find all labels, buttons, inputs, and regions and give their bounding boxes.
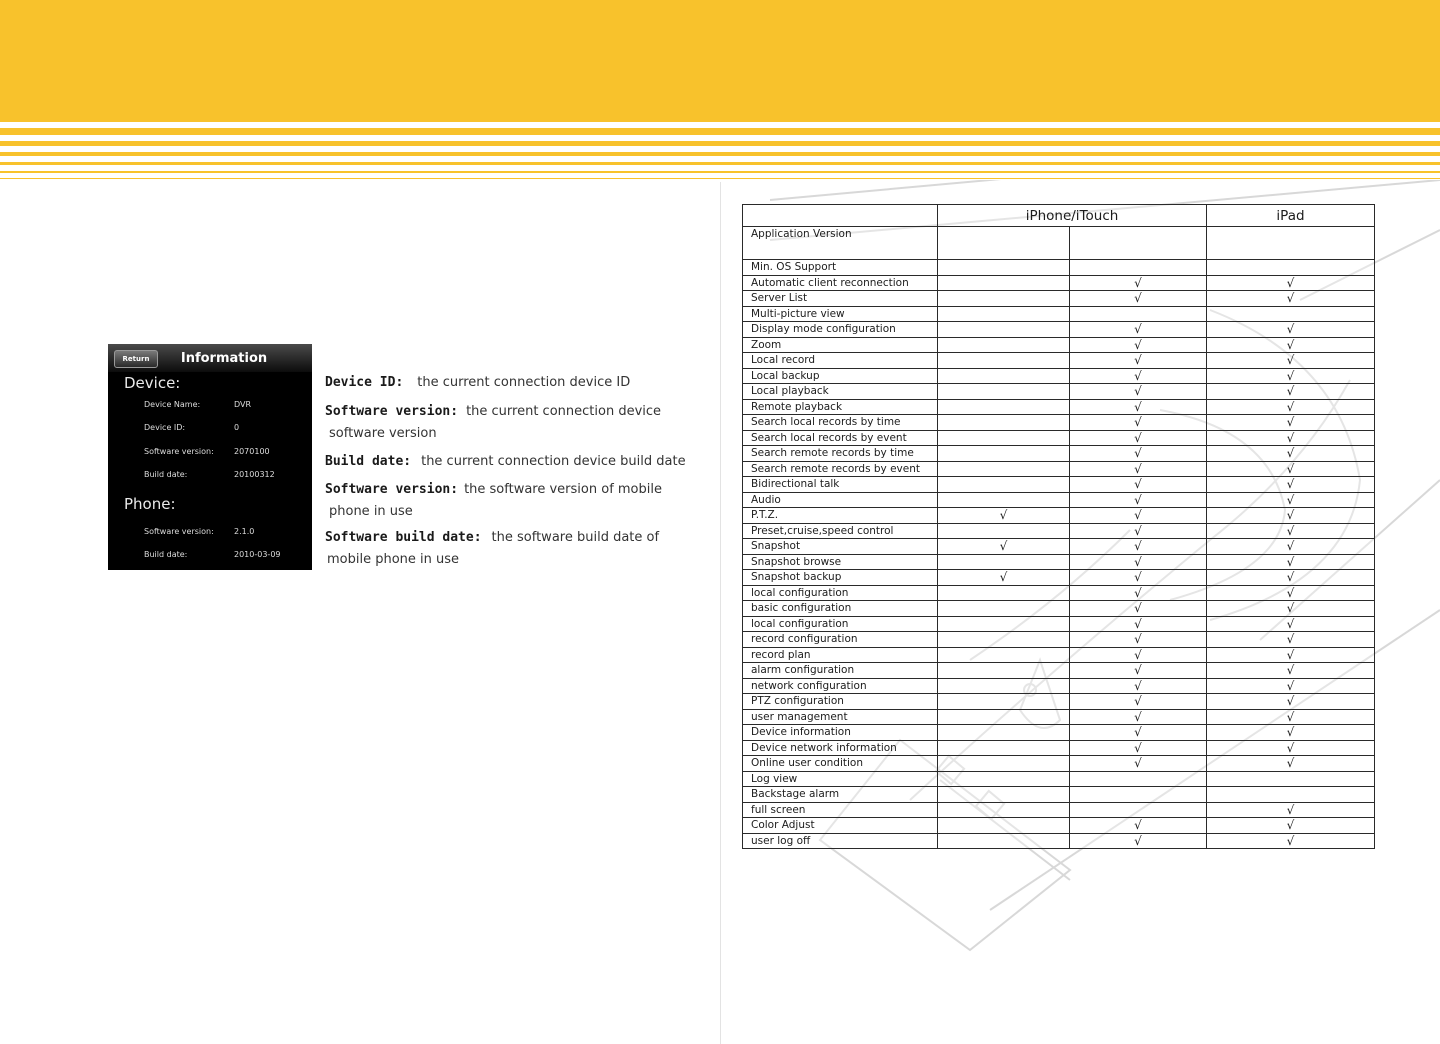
phone-section-heading: Phone:	[124, 495, 176, 513]
table-body	[743, 227, 1375, 849]
support-mark-cell	[938, 523, 1070, 539]
support-mark-cell: √	[1070, 756, 1207, 772]
description-device-software-version	[325, 401, 661, 445]
support-mark-cell: √	[1207, 461, 1375, 477]
support-mark-cell	[938, 399, 1070, 415]
table-row	[743, 508, 1375, 524]
feature-name-cell: record plan	[743, 647, 938, 663]
support-mark-cell: √	[1207, 756, 1375, 772]
feature-name-cell: record configuration	[743, 632, 938, 648]
support-mark-cell	[1207, 227, 1375, 260]
support-mark-cell: √	[1207, 508, 1375, 524]
description-device-id	[325, 372, 630, 394]
description-text: the software version of mobile	[464, 482, 662, 497]
support-mark-cell: √	[1207, 337, 1375, 353]
table-row	[743, 833, 1375, 849]
support-mark-cell: √	[1207, 523, 1375, 539]
device-software-version-label: Software version:	[144, 447, 214, 456]
description-key: Software version:	[325, 482, 459, 497]
support-mark-cell	[938, 833, 1070, 849]
table-row	[743, 678, 1375, 694]
support-mark-cell	[1070, 802, 1207, 818]
support-mark-cell	[1070, 771, 1207, 787]
column-divider	[720, 182, 721, 1044]
support-mark-cell: √	[1207, 632, 1375, 648]
support-mark-cell	[938, 678, 1070, 694]
table-row	[743, 616, 1375, 632]
feature-name-cell: Display mode configuration	[743, 322, 938, 338]
support-mark-cell: √	[1207, 709, 1375, 725]
description-key: Software build date:	[325, 530, 482, 545]
support-mark-cell: √	[1207, 539, 1375, 555]
support-mark-cell	[938, 227, 1070, 260]
description-key: Build date:	[325, 454, 412, 469]
support-mark-cell	[1207, 306, 1375, 322]
table-row	[743, 632, 1375, 648]
support-mark-cell: √	[1070, 353, 1207, 369]
support-mark-cell	[938, 337, 1070, 353]
description-text: phone in use	[329, 504, 413, 519]
support-mark-cell: √	[1207, 585, 1375, 601]
support-mark-cell: √	[938, 539, 1070, 555]
support-mark-cell: √	[1207, 322, 1375, 338]
support-mark-cell: √	[1070, 384, 1207, 400]
table-row	[743, 477, 1375, 493]
table-row	[743, 399, 1375, 415]
support-mark-cell	[938, 291, 1070, 307]
support-mark-cell: √	[1070, 570, 1207, 586]
table-row	[743, 539, 1375, 555]
support-mark-cell	[938, 477, 1070, 493]
support-mark-cell: √	[1207, 492, 1375, 508]
feature-name-cell: alarm configuration	[743, 663, 938, 679]
description-text: the current connection device	[466, 404, 662, 419]
support-mark-cell	[938, 353, 1070, 369]
table-row	[743, 709, 1375, 725]
support-mark-cell: √	[1070, 632, 1207, 648]
support-mark-cell: √	[1207, 353, 1375, 369]
description-text: mobile phone in use	[327, 552, 460, 567]
feature-name-cell: PTZ configuration	[743, 694, 938, 710]
feature-name-cell: local configuration	[743, 616, 938, 632]
phone-build-date-value: 2010-03-09	[234, 550, 281, 559]
table-row	[743, 818, 1375, 834]
table-row	[743, 647, 1375, 663]
support-mark-cell: √	[1070, 291, 1207, 307]
feature-name-cell: Device information	[743, 725, 938, 741]
table-row	[743, 461, 1375, 477]
device-name-value: DVR	[234, 400, 252, 409]
return-button[interactable]: Return	[114, 350, 158, 368]
table-row	[743, 523, 1375, 539]
support-mark-cell	[938, 446, 1070, 462]
table-header-ipad: iPad	[1207, 205, 1375, 227]
support-mark-cell: √	[1070, 725, 1207, 741]
support-mark-cell	[938, 616, 1070, 632]
support-mark-cell: √	[1207, 694, 1375, 710]
description-key: Software version:	[325, 404, 459, 419]
support-mark-cell	[938, 787, 1070, 803]
table-row	[743, 492, 1375, 508]
support-mark-cell: √	[1207, 616, 1375, 632]
feature-name-cell: Snapshot	[743, 539, 938, 555]
support-mark-cell	[1070, 260, 1207, 276]
support-mark-cell: √	[1070, 337, 1207, 353]
support-mark-cell	[1207, 260, 1375, 276]
support-mark-cell: √	[1070, 508, 1207, 524]
support-mark-cell: √	[1070, 461, 1207, 477]
support-mark-cell	[938, 771, 1070, 787]
support-mark-cell	[938, 554, 1070, 570]
support-mark-cell: √	[1070, 368, 1207, 384]
feature-name-cell: Preset,cruise,speed control	[743, 523, 938, 539]
feature-name-cell: Search remote records by time	[743, 446, 938, 462]
support-mark-cell	[938, 368, 1070, 384]
support-mark-cell: √	[1070, 678, 1207, 694]
support-mark-cell	[938, 461, 1070, 477]
phone-title-bar	[108, 344, 312, 372]
feature-name-cell: Application Version	[743, 227, 938, 260]
feature-name-cell: Local record	[743, 353, 938, 369]
support-mark-cell: √	[1207, 647, 1375, 663]
support-mark-cell: √	[1070, 415, 1207, 431]
device-build-date-label: Build date:	[144, 470, 188, 479]
support-mark-cell	[938, 725, 1070, 741]
description-phone-software-version	[325, 479, 662, 523]
feature-name-cell: Online user condition	[743, 756, 938, 772]
support-mark-cell: √	[1070, 446, 1207, 462]
table-header-blank	[743, 205, 938, 227]
phone-software-version-label: Software version:	[144, 527, 214, 536]
device-build-date-value: 20100312	[234, 470, 275, 479]
table-row	[743, 725, 1375, 741]
support-mark-cell: √	[1207, 430, 1375, 446]
table-row	[743, 415, 1375, 431]
support-mark-cell	[1207, 771, 1375, 787]
feature-name-cell: full screen	[743, 802, 938, 818]
support-mark-cell: √	[1070, 709, 1207, 725]
support-mark-cell	[938, 585, 1070, 601]
support-mark-cell: √	[1070, 818, 1207, 834]
description-text: the software build date of	[491, 530, 660, 545]
support-mark-cell	[1207, 787, 1375, 803]
support-mark-cell: √	[1207, 554, 1375, 570]
support-mark-cell: √	[1207, 818, 1375, 834]
support-mark-cell: √	[1207, 725, 1375, 741]
support-mark-cell: √	[1070, 539, 1207, 555]
support-mark-cell: √	[1207, 570, 1375, 586]
feature-name-cell: local configuration	[743, 585, 938, 601]
feature-name-cell: Search remote records by event	[743, 461, 938, 477]
description-text: the current connection device build date	[421, 454, 686, 469]
feature-name-cell: Automatic client reconnection	[743, 275, 938, 291]
support-mark-cell: √	[1207, 368, 1375, 384]
support-mark-cell	[938, 694, 1070, 710]
feature-name-cell: Multi-picture view	[743, 306, 938, 322]
support-mark-cell: √	[1070, 663, 1207, 679]
description-text: the current connection device ID	[417, 375, 631, 390]
feature-name-cell: Min. OS Support	[743, 260, 938, 276]
table-header-iphone-itouch: iPhone/iTouch	[938, 205, 1207, 227]
support-mark-cell	[938, 415, 1070, 431]
support-mark-cell: √	[1070, 554, 1207, 570]
support-mark-cell	[938, 663, 1070, 679]
feature-name-cell: Local backup	[743, 368, 938, 384]
support-mark-cell	[938, 632, 1070, 648]
description-phone-build-date	[325, 527, 659, 571]
feature-name-cell: Snapshot browse	[743, 554, 938, 570]
support-mark-cell: √	[1070, 833, 1207, 849]
table-row	[743, 585, 1375, 601]
support-mark-cell	[938, 818, 1070, 834]
table-row	[743, 322, 1375, 338]
support-mark-cell: √	[1070, 477, 1207, 493]
feature-name-cell: user log off	[743, 833, 938, 849]
support-mark-cell	[1070, 306, 1207, 322]
support-mark-cell: √	[1207, 384, 1375, 400]
device-id-label: Device ID:	[144, 423, 186, 432]
support-mark-cell	[938, 647, 1070, 663]
support-mark-cell	[938, 430, 1070, 446]
support-mark-cell: √	[1207, 833, 1375, 849]
phone-screen-title: Information	[180, 351, 268, 366]
support-mark-cell: √	[1207, 399, 1375, 415]
table-row	[743, 430, 1375, 446]
table-row	[743, 306, 1375, 322]
table-row	[743, 756, 1375, 772]
support-mark-cell: √	[1070, 740, 1207, 756]
table-row	[743, 570, 1375, 586]
table-row	[743, 275, 1375, 291]
table-row	[743, 446, 1375, 462]
support-mark-cell: √	[1207, 663, 1375, 679]
device-id-value: 0	[234, 423, 240, 432]
support-mark-cell	[938, 756, 1070, 772]
support-mark-cell: √	[1070, 601, 1207, 617]
device-software-version-value: 2070100	[234, 447, 270, 456]
support-mark-cell: √	[1070, 694, 1207, 710]
support-mark-cell	[938, 709, 1070, 725]
support-mark-cell: √	[1070, 585, 1207, 601]
support-mark-cell: √	[1070, 275, 1207, 291]
feature-name-cell: Local playback	[743, 384, 938, 400]
device-section-heading: Device:	[124, 374, 181, 392]
feature-name-cell: P.T.Z.	[743, 508, 938, 524]
support-mark-cell: √	[1207, 601, 1375, 617]
support-mark-cell: √	[1207, 678, 1375, 694]
feature-name-cell: Snapshot backup	[743, 570, 938, 586]
phone-build-date-label: Build date:	[144, 550, 188, 559]
feature-name-cell: Device network information	[743, 740, 938, 756]
feature-name-cell: network configuration	[743, 678, 938, 694]
table-row	[743, 802, 1375, 818]
phone-software-version-value: 2.1.0	[234, 527, 255, 536]
table-row	[743, 787, 1375, 803]
support-mark-cell	[938, 384, 1070, 400]
support-mark-cell: √	[1207, 291, 1375, 307]
support-mark-cell: √	[1070, 647, 1207, 663]
device-name-label: Device Name:	[144, 400, 201, 409]
table-row	[743, 227, 1375, 260]
table-row	[743, 601, 1375, 617]
feature-name-cell: basic configuration	[743, 601, 938, 617]
support-mark-cell	[938, 322, 1070, 338]
support-mark-cell	[1070, 227, 1207, 260]
header-banner	[0, 0, 1440, 180]
description-key: Device ID:	[325, 375, 404, 390]
support-mark-cell: √	[1070, 523, 1207, 539]
support-mark-cell: √	[1207, 740, 1375, 756]
support-mark-cell	[938, 275, 1070, 291]
support-mark-cell: √	[1070, 492, 1207, 508]
feature-support-table	[742, 204, 1375, 849]
feature-name-cell: Search local records by event	[743, 430, 938, 446]
support-mark-cell: √	[1207, 415, 1375, 431]
table-row	[743, 740, 1375, 756]
feature-name-cell: Log view	[743, 771, 938, 787]
support-mark-cell	[938, 740, 1070, 756]
support-mark-cell: √	[1070, 399, 1207, 415]
table-row	[743, 694, 1375, 710]
table-row	[743, 291, 1375, 307]
support-mark-cell: √	[1070, 322, 1207, 338]
support-mark-cell: √	[1207, 477, 1375, 493]
feature-name-cell: user management	[743, 709, 938, 725]
support-mark-cell	[938, 306, 1070, 322]
table-row	[743, 368, 1375, 384]
support-mark-cell	[938, 802, 1070, 818]
table-row	[743, 337, 1375, 353]
feature-name-cell: Audio	[743, 492, 938, 508]
support-mark-cell	[938, 492, 1070, 508]
table-row	[743, 663, 1375, 679]
feature-name-cell: Remote playback	[743, 399, 938, 415]
support-mark-cell: √	[1207, 275, 1375, 291]
support-mark-cell: √	[1207, 446, 1375, 462]
feature-name-cell: Search local records by time	[743, 415, 938, 431]
table-row	[743, 260, 1375, 276]
table-row	[743, 353, 1375, 369]
support-mark-cell: √	[1070, 616, 1207, 632]
feature-name-cell: Bidirectional talk	[743, 477, 938, 493]
description-build-date	[325, 451, 686, 473]
table-row	[743, 771, 1375, 787]
feature-name-cell: Zoom	[743, 337, 938, 353]
feature-name-cell: Backstage alarm	[743, 787, 938, 803]
feature-name-cell: Color Adjust	[743, 818, 938, 834]
description-text: software version	[329, 426, 437, 441]
feature-name-cell: Server List	[743, 291, 938, 307]
table-header-row	[743, 205, 1375, 227]
table-row	[743, 554, 1375, 570]
support-mark-cell: √	[938, 508, 1070, 524]
support-mark-cell: √	[1207, 802, 1375, 818]
phone-information-screenshot	[108, 344, 312, 570]
support-mark-cell: √	[938, 570, 1070, 586]
table-row	[743, 384, 1375, 400]
support-mark-cell	[1070, 787, 1207, 803]
support-mark-cell	[938, 601, 1070, 617]
support-mark-cell: √	[1070, 430, 1207, 446]
support-mark-cell	[938, 260, 1070, 276]
